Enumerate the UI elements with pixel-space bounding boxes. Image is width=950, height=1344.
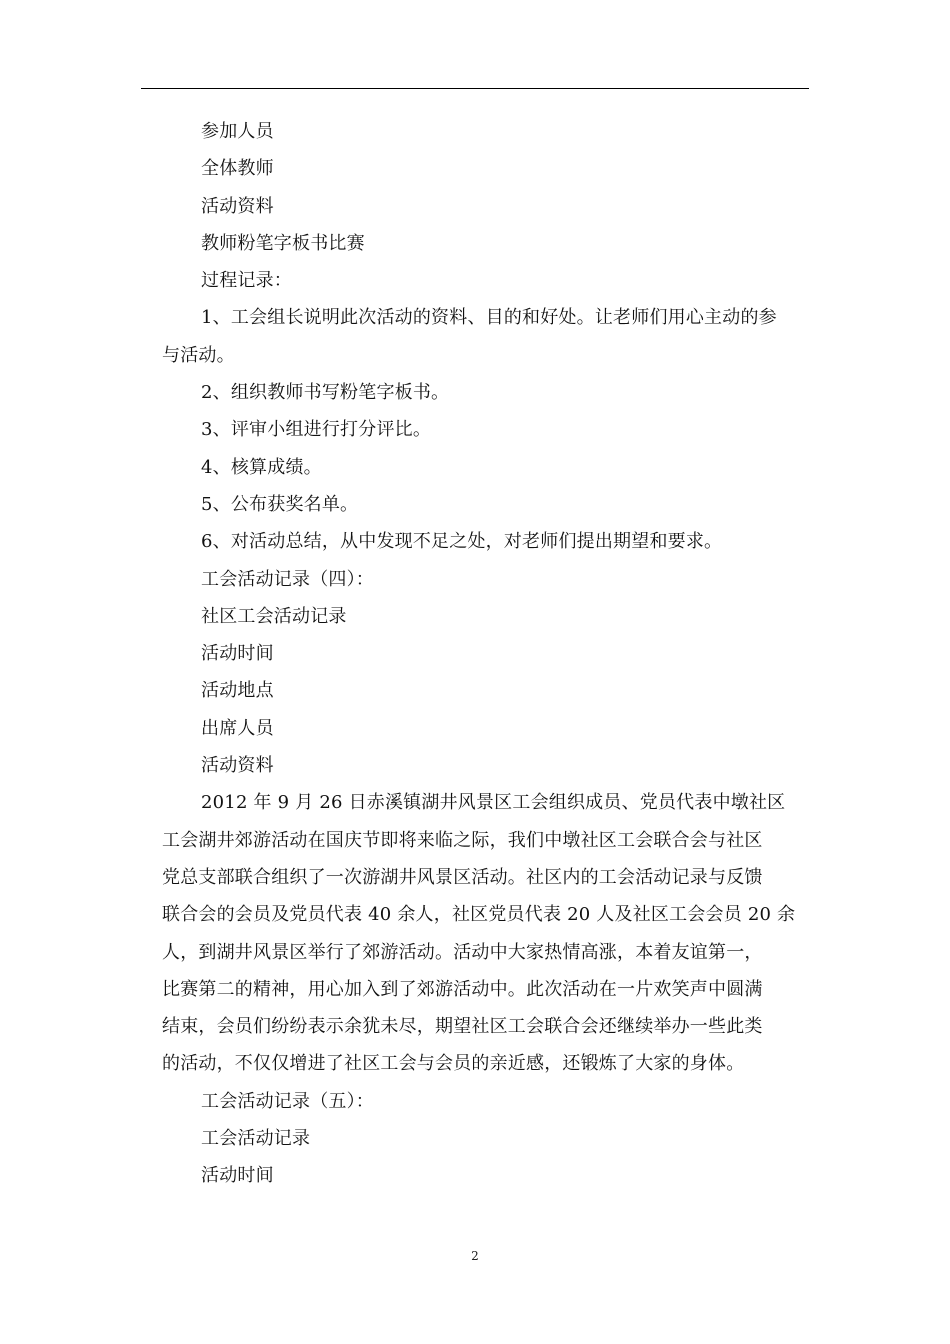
text-line: 全体教师 [201,158,274,180]
text-line: 过程记录： [201,270,292,292]
text-line: 活动资料 [201,755,274,777]
text-line: 联合会的会员及党员代表 40 余人，社区党员代表 20 人及社区工会会员 20 余 [162,904,796,926]
text-line: 比赛第二的精神，用心加入到了郊游活动中。此次活动在一片欢笑声中圆满 [162,978,763,1000]
text-line: 工会活动记录（四）： [201,568,374,590]
text-line: 党总支部联合组织了一次游湖井风景区活动。社区内的工会活动记录与反馈 [162,866,763,888]
text-line: 4、核算成绩。 [201,456,322,478]
text-line: 人，到湖井风景区举行了郊游活动。活动中大家热情高涨，本着友谊第一， [162,941,763,963]
text-line: 教师粉笔字板书比赛 [201,232,365,254]
text-line: 社区工会活动记录 [201,605,347,627]
text-line: 的活动，不仅仅增进了社区工会与会员的亲近感，还锻炼了大家的身体。 [162,1053,745,1075]
text-line: 2012 年 9 月 26 日赤溪镇湖井风景区工会组织成员、党员代表中墩社区 [201,792,786,814]
text-line: 5、公布获奖名单。 [201,493,359,515]
text-line: 2、组织教师书写粉笔字板书。 [201,382,450,404]
text-line: 结束，会员们纷纷表示余犹未尽，期望社区工会联合会还继续举办一些此类 [162,1016,763,1038]
text-line: 3、评审小组进行打分评比。 [201,419,432,441]
document-body [162,113,810,1195]
text-line: 参加人员 [201,121,274,142]
text-line: 工会活动记录 [201,1128,311,1150]
text-line: 与活动。 [162,344,235,366]
text-line: 活动地点 [201,680,274,702]
text-line: 活动资料 [201,195,274,217]
text-line: 出席人员 [201,717,274,739]
text-line: 工会湖井郊游活动在国庆节即将来临之际，我们中墩社区工会联合会与社区 [162,829,763,851]
text-line: 活动时间 [201,643,274,665]
page-number: 2 [471,1249,479,1263]
header-rule [141,88,809,89]
text-line: 1、工会组长说明此次活动的资料、目的和好处。让老师们用心主动的参 [201,307,777,329]
text-line: 活动时间 [201,1165,274,1187]
text-line: 工会活动记录（五）： [201,1090,374,1112]
text-line: 6、对活动总结，从中发现不足之处，对老师们提出期望和要求。 [201,531,723,553]
